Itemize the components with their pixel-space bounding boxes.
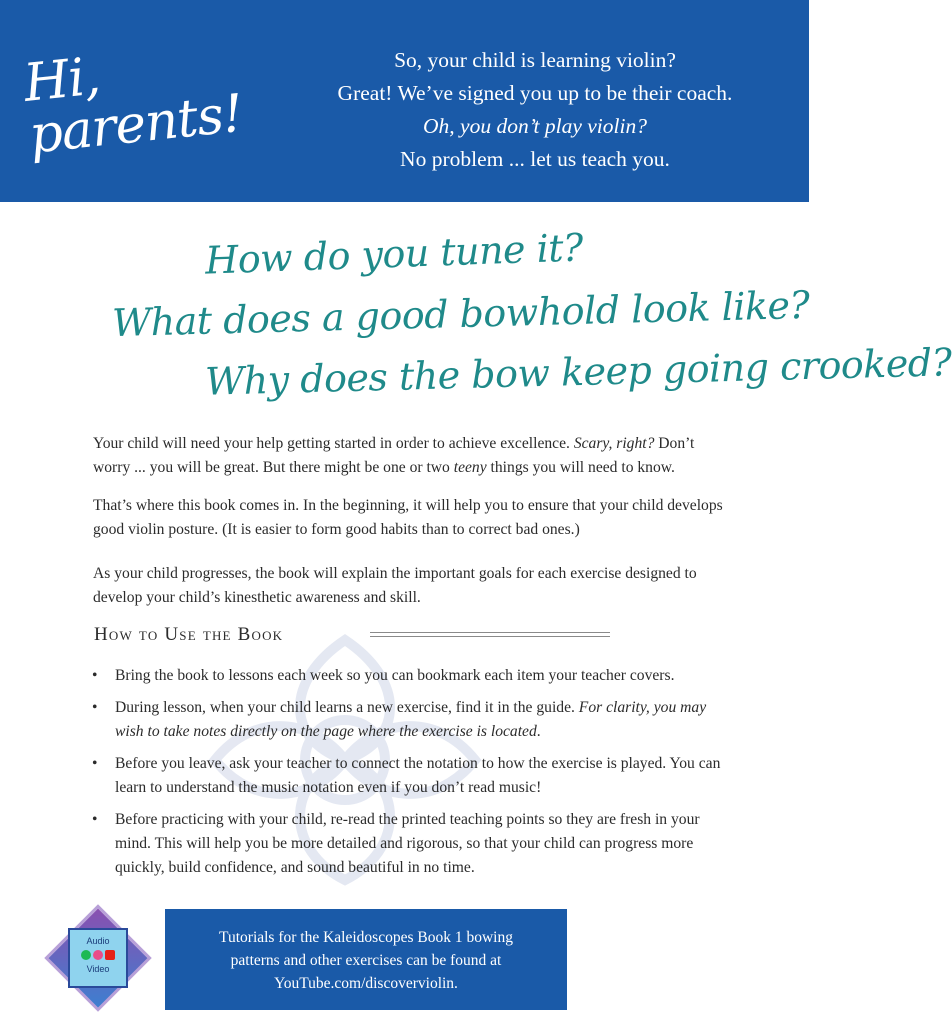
audio-label: Audio [86, 936, 110, 946]
list-item [90, 664, 730, 688]
list-item [90, 808, 730, 880]
video-label: Video [86, 964, 110, 974]
intro-paragraph-1 [93, 432, 733, 480]
text: things you will need to know. [486, 459, 675, 476]
text: . [536, 723, 541, 740]
tutorial-line: patterns and other exercises can be found at [230, 952, 502, 969]
usage-list [90, 664, 730, 888]
text: Don’t worry ... you will be great. But there might be one or two [93, 435, 695, 476]
text-italic: Scary, right? [573, 435, 655, 452]
badge-icons [70, 950, 126, 960]
audio-video-badge [48, 908, 148, 1008]
question-bowhold: What does a good bowhold look like? [111, 282, 810, 346]
list-item [90, 752, 730, 800]
banner-line: So, your child is learning violin? [394, 48, 676, 72]
bullet: • [92, 811, 98, 828]
greeting-script: Hi, parents! [20, 46, 246, 166]
banner-line: Great! We’ve signed you up to be their coach. [337, 81, 733, 105]
list-item [90, 696, 730, 744]
text: Your child will need your help getting started in order to achieve excellence. [93, 435, 574, 452]
section-heading: How to Use the Book [94, 624, 284, 645]
question-tune: How do you tune it? [204, 225, 584, 283]
text: Before you leave, ask your teacher to connect the notation to how the exercise is played. You can learn to understand the music notation even if you don’t read music! [115, 755, 721, 796]
tutorial-info-box [165, 909, 567, 1010]
banner-intro [285, 44, 785, 176]
tutorial-link: YouTube.com/discoverviolin. [274, 975, 458, 992]
intro-paragraph-2: That’s where this book comes in. In the beginning, it will help you to ensure that your child develops good violin posture. (It is easier to form good habits than to correct bad ones.) [93, 497, 723, 538]
banner-line: Oh, you don’t play violin? [423, 114, 647, 138]
bullet: • [92, 755, 98, 772]
question-block [0, 210, 952, 425]
text: Bring the book to lessons each week so you can bookmark each item your teacher covers. [115, 667, 675, 684]
bullet: • [92, 667, 98, 684]
text: During lesson, when your child learns a new exercise, find it in the guide. [115, 699, 579, 716]
spotify-icon [81, 950, 91, 960]
bullet: • [92, 699, 98, 716]
text-italic: teeny [453, 459, 487, 476]
tutorial-line: Tutorials for the Kaleidoscopes Book 1 bowing [219, 929, 513, 946]
header-banner [0, 0, 809, 202]
heading-rule [370, 632, 610, 642]
itunes-icon [93, 950, 103, 960]
banner-line: No problem ... let us teach you. [400, 147, 670, 171]
text: Before practicing with your child, re-read the printed teaching points so they are fresh in your mind. This will help you be more detailed and rigorous, so that your child can progress more quickly, build confidence, and sound beautiful in no time. [115, 811, 700, 876]
intro-paragraph-3: As your child progresses, the book will explain the important goals for each exercise designed to develop your child’s kinesthetic awareness and skill. [93, 565, 697, 606]
badge-card [68, 928, 128, 988]
question-crooked-bow: Why does the bow keep going crooked? [204, 340, 952, 404]
youtube-icon [105, 950, 115, 960]
text-italic: For clarity, you may wish to take notes directly on the page where the exercise is located [115, 699, 707, 740]
